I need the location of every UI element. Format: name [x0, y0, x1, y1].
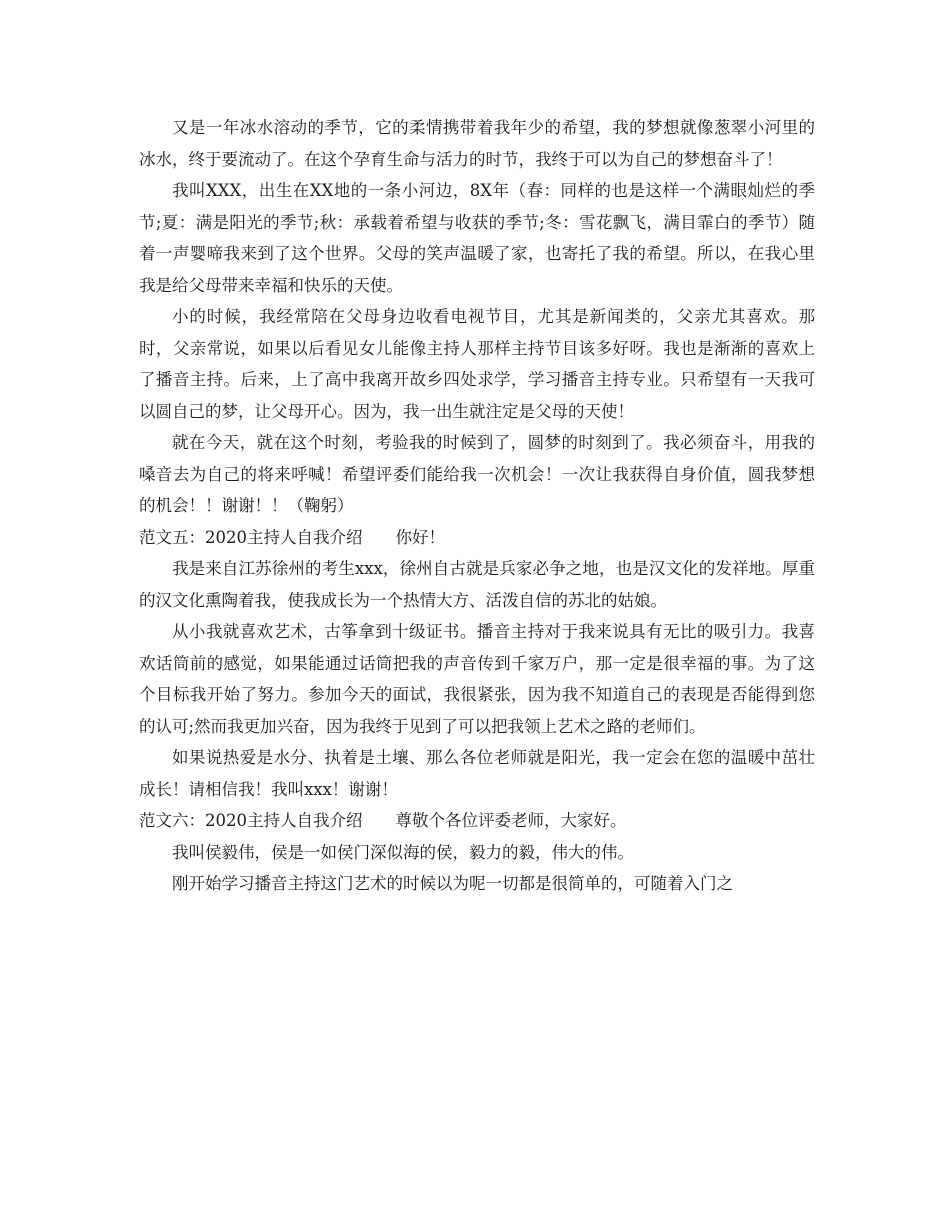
section-heading-sample-five: 范文五：2020主持人自我介绍 你好！	[139, 527, 445, 547]
paragraph-name-explanation: 我叫侯毅伟，侯是一如侯门深似海的侯，毅力的毅，伟大的伟。	[172, 842, 634, 862]
document-body	[139, 112, 815, 900]
paragraph-birth-introduction: 我叫XXX，出生在XX地的一条小河边，8X年（春：同样的也是这样一个满眼灿烂的季节;夏：满是阳光的季节;秋：承载着希望与收获的季节;冬：雪花飘飞，满目霏白的季节）随着一声婴啼我来到了这个世界。父母的笑声温暖了家，也寄托了我的希望。所以，在我心里我是给父母带来幸福和快乐的天使。	[139, 181, 815, 295]
paragraph-xuzhou-origin: 我是来自江苏徐州的考生xxx，徐州自古就是兵家必争之地，也是汉文化的发祥地。厚重的汉文化熏陶着我，使我成长为一个热情大方、活泼自信的苏北的姑娘。	[139, 559, 815, 610]
paragraph-learning-start: 刚开始学习播音主持这门艺术的时候以为呢一切都是很简单的，可随着入门之	[172, 874, 733, 893]
section-heading-sample-six: 范文六：2020主持人自我介绍 尊敬个各位评委老师，大家好。	[139, 811, 627, 830]
paragraph-art-interest: 从小我就喜欢艺术，古筝拿到十级证书。播音主持对于我来说具有无比的吸引力。我喜欢话筒前的感觉，如果能通过话筒把我的声音传到千家万户，那一定是很幸福的事。为了这个目标我开始了努力。参加今天的面试，我很紧张，因为我不知道自己的表现是否能得到您的认可;然而我更加兴奋，因为我终于见到了可以把我领上艺术之路的老师们。	[139, 622, 815, 736]
paragraph-today-struggle: 就在今天，就在这个时刻，考验我的时候到了，圆梦的时刻到了。我必须奋斗，用我的嗓音去为自己的将来呼喊！希望评委们能给我一次机会！一次让我获得自身价值，圆我梦想的机会！！谢谢！！（鞠躬）	[139, 433, 815, 515]
paragraph-spring-dream: 又是一年冰水溶动的季节，它的柔情携带着我年少的希望，我的梦想就像葱翠小河里的冰水，终于要流动了。在这个孕育生命与活力的时节，我终于可以为自己的梦想奋斗了！	[139, 118, 815, 169]
paragraph-childhood: 小的时候，我经常陪在父母身边收看电视节目，尤其是新闻类的，父亲尤其喜欢。那时，父亲常说，如果以后看见女儿能像主持人那样主持节目该多好呀。我也是渐渐的喜欢上了播音主持。后来，上了高中我离开故乡四处求学，学习播音主持专业。只希望有一天我可以圆自己的梦，让父母开心。因为，我一出生就注定是父母的天使！	[139, 307, 815, 421]
paragraph-closing-thanks: 如果说热爱是水分、执着是土壤、那么各位老师就是阳光，我一定会在您的温暖中茁壮成长！请相信我！我叫xxx！谢谢！	[139, 748, 815, 799]
